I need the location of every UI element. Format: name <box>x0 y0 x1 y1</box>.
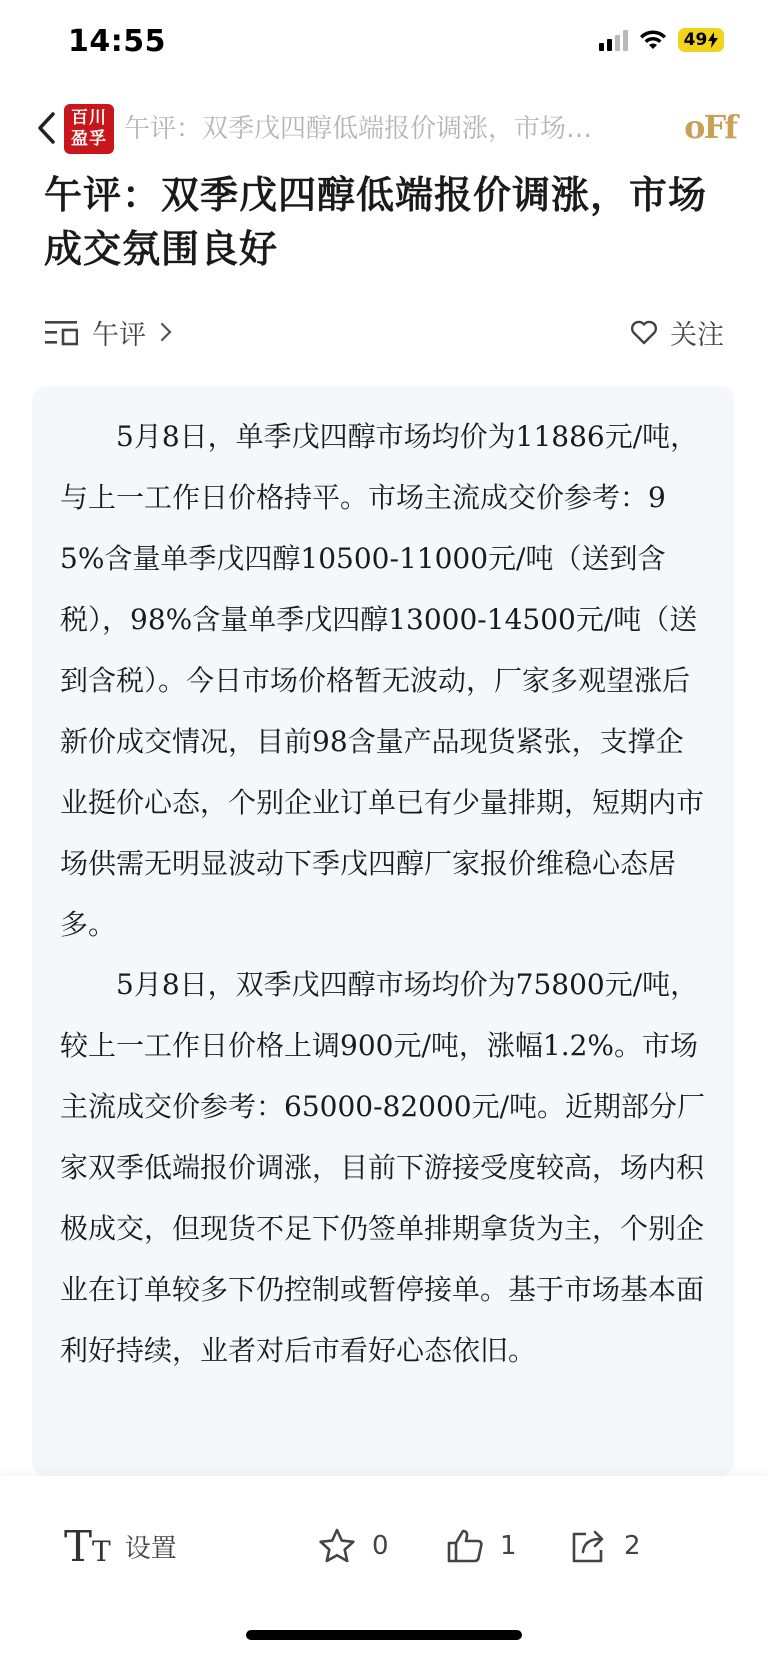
back-button[interactable] <box>28 106 64 150</box>
favorite-count: 0 <box>372 1531 389 1561</box>
battery-level: 49 <box>683 30 708 50</box>
app-brand-logo: oFf <box>684 108 736 146</box>
article-meta-row <box>44 310 724 354</box>
follow-label: 关注 <box>670 319 724 351</box>
home-indicator[interactable] <box>246 1630 522 1640</box>
navigation-bar <box>0 96 768 162</box>
cellular-signal-icon <box>599 29 628 51</box>
article-title: 午评：双季戊四醇低端报价调涨，市场成交氛围良好 <box>44 173 708 271</box>
font-settings-button[interactable] <box>64 1516 177 1576</box>
battery-indicator <box>678 28 724 52</box>
like-count: 1 <box>500 1531 517 1561</box>
article-paragraph: 5月8日，单季戊四醇市场均价为11886元/吨，与上一工作日价格持平。市场主流成交价参考：95%含量单季戊四醇10500-11000元/吨（送到含税），98%含量单季戊四醇13000-14500元/吨（送到含税）。今日市场价格暂无波动，厂家多观望涨后新价成交情况，目前98含量产品现货紧张，支撑企业挺价心态，个别企业订单已有少量排期，短期内市场供需无明显波动下季戊四醇厂家报价维稳心态居多。 <box>60 420 705 941</box>
heart-icon <box>630 319 658 345</box>
text-size-small-t: T <box>92 1534 111 1568</box>
logo-line-2: 盈孚 <box>71 129 107 149</box>
follow-button[interactable] <box>630 310 724 354</box>
like-button[interactable] <box>446 1516 517 1576</box>
article-paragraph: 5月8日，双季戊四醇市场均价为75800元/吨，较上一工作日价格上调900元/吨，涨幅1.2%。市场主流成交价参考：65000-82000元/吨。近期部分厂家双季低端报价调涨，目前下游接受度较高，场内积极成交，但现货不足下仍签单排期拿货为主，个别企业在订单较多下仍控制或暂停接单。基于市场基本面利好持续，业者对后市看好心态依旧。 <box>60 968 706 1367</box>
article-body <box>32 386 734 1476</box>
settings-label: 设置 <box>124 1533 177 1564</box>
chevron-left-icon <box>36 111 56 145</box>
share-icon <box>570 1528 608 1564</box>
column-list-icon <box>44 318 78 346</box>
wifi-icon <box>638 29 668 51</box>
chevron-right-icon <box>160 321 172 343</box>
text-size-icon <box>64 1522 111 1571</box>
favorite-button[interactable] <box>318 1516 389 1576</box>
share-count: 2 <box>624 1531 641 1561</box>
text-size-big-t: T <box>64 1521 93 1571</box>
thumbs-up-icon <box>446 1528 484 1564</box>
nav-title: 午评：双季戊四醇低端报价调涨，市场… <box>124 114 593 144</box>
star-icon <box>318 1528 356 1564</box>
status-indicators <box>599 28 720 52</box>
logo-line-1: 百川 <box>71 108 107 128</box>
charging-bolt-icon <box>708 32 718 48</box>
status-time: 14:55 <box>68 24 166 59</box>
publisher-logo[interactable] <box>64 104 114 154</box>
status-bar <box>0 0 768 86</box>
share-button[interactable] <box>570 1516 641 1576</box>
column-link[interactable] <box>44 310 172 354</box>
column-name: 午评 <box>92 319 146 351</box>
